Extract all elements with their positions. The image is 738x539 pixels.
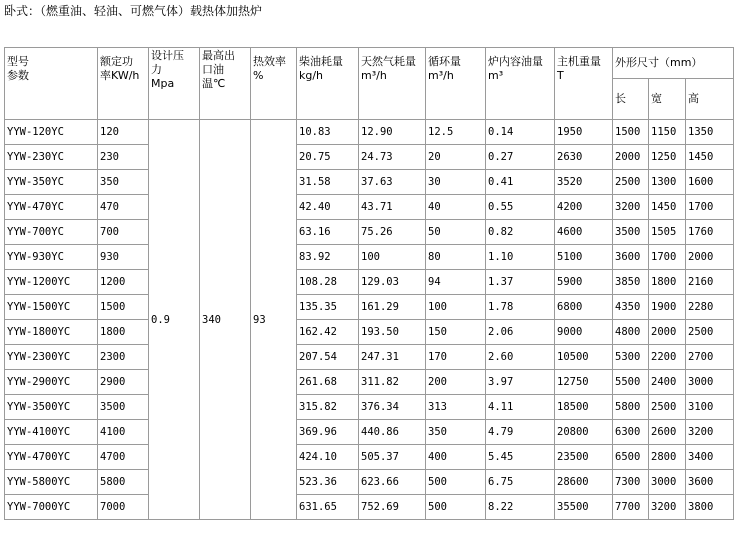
- table-row: [5, 195, 734, 220]
- cell-gas: 623.66: [359, 470, 426, 495]
- cell-power: 4100: [98, 420, 149, 445]
- cell-height: 1760: [686, 220, 734, 245]
- cell-oil: 0.27: [486, 145, 555, 170]
- cell-oil: 4.79: [486, 420, 555, 445]
- cell-width: 1450: [649, 195, 686, 220]
- cell-weight: 5900: [555, 270, 613, 295]
- cell-width: 1505: [649, 220, 686, 245]
- table-row: [5, 370, 734, 395]
- cell-weight: 23500: [555, 445, 613, 470]
- cell-model: YYW-230YC: [5, 145, 98, 170]
- cell-length: 2000: [613, 145, 649, 170]
- cell-height: 1700: [686, 195, 734, 220]
- cell-weight: 1950: [555, 120, 613, 145]
- cell-gas: 24.73: [359, 145, 426, 170]
- cell-gas: 43.71: [359, 195, 426, 220]
- cell-gas: 440.86: [359, 420, 426, 445]
- page-title: 卧式：（燃重油、轻油、可燃气体）载热体加热炉: [4, 4, 263, 18]
- cell-diesel: 83.92: [297, 245, 359, 270]
- header-weight: 主机重量 T: [555, 48, 613, 120]
- cell-oil: 6.75: [486, 470, 555, 495]
- cell-height: 2000: [686, 245, 734, 270]
- cell-oil: 2.60: [486, 345, 555, 370]
- cell-power: 2300: [98, 345, 149, 370]
- header-gas: 天然气耗量 m³/h: [359, 48, 426, 120]
- cell-gas: 752.69: [359, 495, 426, 520]
- cell-diesel: 162.42: [297, 320, 359, 345]
- cell-power: 1500: [98, 295, 149, 320]
- cell-length: 2500: [613, 170, 649, 195]
- table-row: [5, 170, 734, 195]
- cell-power: 350: [98, 170, 149, 195]
- cell-weight: 4200: [555, 195, 613, 220]
- cell-diesel: 207.54: [297, 345, 359, 370]
- cell-circ: 20: [426, 145, 486, 170]
- header-efficiency: 热效率 %: [251, 48, 297, 120]
- cell-width: 1700: [649, 245, 686, 270]
- cell-weight: 28600: [555, 470, 613, 495]
- cell-length: 3500: [613, 220, 649, 245]
- cell-weight: 18500: [555, 395, 613, 420]
- cell-weight: 3520: [555, 170, 613, 195]
- cell-width: 1250: [649, 145, 686, 170]
- cell-gas: 376.34: [359, 395, 426, 420]
- cell-model: YYW-350YC: [5, 170, 98, 195]
- cell-model: YYW-1800YC: [5, 320, 98, 345]
- cell-oil: 0.14: [486, 120, 555, 145]
- cell-width: 2800: [649, 445, 686, 470]
- cell-diesel: 315.82: [297, 395, 359, 420]
- cell-oil: 1.78: [486, 295, 555, 320]
- table-row: [5, 245, 734, 270]
- cell-length: 5300: [613, 345, 649, 370]
- cell-model: YYW-1200YC: [5, 270, 98, 295]
- cell-gas: 75.26: [359, 220, 426, 245]
- cell-model: YYW-700YC: [5, 220, 98, 245]
- cell-length: 5500: [613, 370, 649, 395]
- cell-width: 1800: [649, 270, 686, 295]
- cell-circ: 313: [426, 395, 486, 420]
- spec-table-body: [5, 48, 734, 520]
- cell-height: 3000: [686, 370, 734, 395]
- cell-weight: 12750: [555, 370, 613, 395]
- cell-circ: 400: [426, 445, 486, 470]
- cell-height: 3200: [686, 420, 734, 445]
- cell-width: 1150: [649, 120, 686, 145]
- cell-height: 2280: [686, 295, 734, 320]
- cell-weight: 4600: [555, 220, 613, 245]
- cell-circ: 40: [426, 195, 486, 220]
- cell-power: 3500: [98, 395, 149, 420]
- cell-oil: 3.97: [486, 370, 555, 395]
- cell-height: 2160: [686, 270, 734, 295]
- table-row: [5, 420, 734, 445]
- cell-height: 3600: [686, 470, 734, 495]
- cell-height: 3100: [686, 395, 734, 420]
- cell-height: 1600: [686, 170, 734, 195]
- cell-width: 2400: [649, 370, 686, 395]
- cell-length: 3850: [613, 270, 649, 295]
- cell-circ: 94: [426, 270, 486, 295]
- cell-gas: 505.37: [359, 445, 426, 470]
- cell-circ: 170: [426, 345, 486, 370]
- cell-oil: 8.22: [486, 495, 555, 520]
- cell-gas: 100: [359, 245, 426, 270]
- cell-power: 1200: [98, 270, 149, 295]
- cell-circ: 12.5: [426, 120, 486, 145]
- header-length: 长: [613, 79, 649, 120]
- cell-weight: 2630: [555, 145, 613, 170]
- cell-oil: 0.82: [486, 220, 555, 245]
- table-row: [5, 395, 734, 420]
- cell-gas: 129.03: [359, 270, 426, 295]
- table-row: [5, 270, 734, 295]
- cell-height: 1350: [686, 120, 734, 145]
- table-row: [5, 220, 734, 245]
- cell-oil: 5.45: [486, 445, 555, 470]
- cell-power: 930: [98, 245, 149, 270]
- cell-power: 470: [98, 195, 149, 220]
- cell-gas: 161.29: [359, 295, 426, 320]
- header-circulation: 循环量 m³/h: [426, 48, 486, 120]
- cell-circ: 50: [426, 220, 486, 245]
- cell-model: YYW-4100YC: [5, 420, 98, 445]
- header-row: [5, 48, 734, 79]
- cell-width: 3000: [649, 470, 686, 495]
- cell-model: YYW-470YC: [5, 195, 98, 220]
- cell-length: 7300: [613, 470, 649, 495]
- table-row: [5, 120, 734, 145]
- cell-power: 5800: [98, 470, 149, 495]
- cell-oil: 4.11: [486, 395, 555, 420]
- cell-length: 1500: [613, 120, 649, 145]
- cell-power: 1800: [98, 320, 149, 345]
- header-outlet-temp: 最高出 口油 温℃: [200, 48, 251, 120]
- cell-shared-pressure: 0.9: [149, 120, 200, 520]
- cell-length: 4350: [613, 295, 649, 320]
- cell-diesel: 42.40: [297, 195, 359, 220]
- cell-height: 2700: [686, 345, 734, 370]
- cell-power: 120: [98, 120, 149, 145]
- table-row: [5, 445, 734, 470]
- cell-model: YYW-7000YC: [5, 495, 98, 520]
- cell-length: 5800: [613, 395, 649, 420]
- cell-shared-outlet-temp: 340: [200, 120, 251, 520]
- cell-weight: 20800: [555, 420, 613, 445]
- header-model: 型号 参数: [5, 48, 98, 120]
- cell-model: YYW-2900YC: [5, 370, 98, 395]
- table-row: [5, 295, 734, 320]
- cell-height: 3800: [686, 495, 734, 520]
- cell-shared-efficiency: 93: [251, 120, 297, 520]
- cell-circ: 500: [426, 495, 486, 520]
- header-pressure: 设计压 力 Mpa: [149, 48, 200, 120]
- cell-model: YYW-3500YC: [5, 395, 98, 420]
- cell-weight: 35500: [555, 495, 613, 520]
- cell-diesel: 369.96: [297, 420, 359, 445]
- cell-model: YYW-120YC: [5, 120, 98, 145]
- cell-height: 1450: [686, 145, 734, 170]
- table-row: [5, 145, 734, 170]
- cell-oil: 2.06: [486, 320, 555, 345]
- cell-weight: 9000: [555, 320, 613, 345]
- table-row: [5, 470, 734, 495]
- cell-circ: 30: [426, 170, 486, 195]
- cell-model: YYW-4700YC: [5, 445, 98, 470]
- cell-circ: 500: [426, 470, 486, 495]
- cell-width: 2500: [649, 395, 686, 420]
- cell-diesel: 631.65: [297, 495, 359, 520]
- cell-length: 7700: [613, 495, 649, 520]
- cell-diesel: 63.16: [297, 220, 359, 245]
- cell-oil: 1.10: [486, 245, 555, 270]
- cell-power: 2900: [98, 370, 149, 395]
- cell-width: 2200: [649, 345, 686, 370]
- cell-circ: 80: [426, 245, 486, 270]
- cell-width: 1900: [649, 295, 686, 320]
- table-row: [5, 495, 734, 520]
- cell-gas: 247.31: [359, 345, 426, 370]
- cell-height: 2500: [686, 320, 734, 345]
- cell-model: YYW-1500YC: [5, 295, 98, 320]
- header-furnace-oil: 炉内容油量 m³: [486, 48, 555, 120]
- cell-gas: 193.50: [359, 320, 426, 345]
- cell-gas: 12.90: [359, 120, 426, 145]
- cell-width: 3200: [649, 495, 686, 520]
- cell-weight: 5100: [555, 245, 613, 270]
- cell-circ: 200: [426, 370, 486, 395]
- cell-diesel: 135.35: [297, 295, 359, 320]
- cell-length: 3600: [613, 245, 649, 270]
- table-row: [5, 345, 734, 370]
- header-height: 高: [686, 79, 734, 120]
- cell-power: 4700: [98, 445, 149, 470]
- cell-width: 2000: [649, 320, 686, 345]
- cell-weight: 6800: [555, 295, 613, 320]
- cell-power: 7000: [98, 495, 149, 520]
- header-dimensions: 外形尺寸（mm）: [613, 48, 734, 79]
- cell-weight: 10500: [555, 345, 613, 370]
- cell-circ: 350: [426, 420, 486, 445]
- cell-length: 6500: [613, 445, 649, 470]
- cell-diesel: 424.10: [297, 445, 359, 470]
- header-width: 宽: [649, 79, 686, 120]
- cell-power: 230: [98, 145, 149, 170]
- cell-diesel: 10.83: [297, 120, 359, 145]
- cell-gas: 37.63: [359, 170, 426, 195]
- cell-gas: 311.82: [359, 370, 426, 395]
- cell-diesel: 108.28: [297, 270, 359, 295]
- cell-oil: 0.55: [486, 195, 555, 220]
- cell-length: 6300: [613, 420, 649, 445]
- cell-oil: 0.41: [486, 170, 555, 195]
- cell-width: 2600: [649, 420, 686, 445]
- cell-diesel: 20.75: [297, 145, 359, 170]
- cell-model: YYW-2300YC: [5, 345, 98, 370]
- cell-height: 3400: [686, 445, 734, 470]
- cell-model: YYW-930YC: [5, 245, 98, 270]
- cell-model: YYW-5800YC: [5, 470, 98, 495]
- cell-diesel: 523.36: [297, 470, 359, 495]
- cell-length: 3200: [613, 195, 649, 220]
- header-diesel: 柴油耗量 kg/h: [297, 48, 359, 120]
- cell-circ: 150: [426, 320, 486, 345]
- cell-circ: 100: [426, 295, 486, 320]
- spec-table: [4, 47, 734, 520]
- cell-power: 700: [98, 220, 149, 245]
- table-row: [5, 320, 734, 345]
- cell-diesel: 31.58: [297, 170, 359, 195]
- cell-width: 1300: [649, 170, 686, 195]
- cell-length: 4800: [613, 320, 649, 345]
- header-power: 额定功 率KW/h: [98, 48, 149, 120]
- cell-diesel: 261.68: [297, 370, 359, 395]
- cell-oil: 1.37: [486, 270, 555, 295]
